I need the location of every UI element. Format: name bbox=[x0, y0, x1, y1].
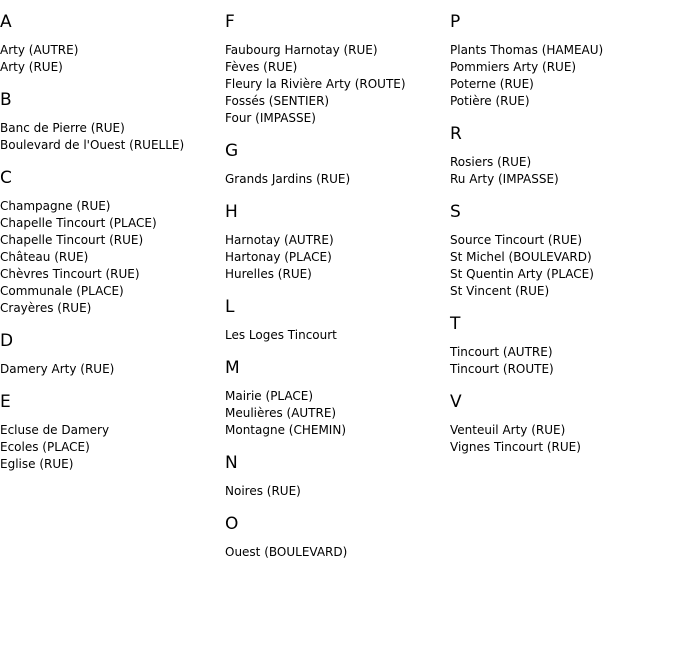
street-item: Venteuil Arty (RUE) bbox=[450, 423, 566, 437]
street-item: Banc de Pierre (RUE) bbox=[0, 121, 125, 135]
street-item: Source Tincourt (RUE) bbox=[450, 233, 582, 247]
letter-heading: L bbox=[225, 297, 235, 317]
street-list bbox=[0, 198, 184, 317]
street-list bbox=[225, 327, 406, 344]
letter-group bbox=[225, 358, 406, 439]
street-item: Potière (RUE) bbox=[450, 94, 530, 108]
street-list bbox=[0, 120, 184, 154]
letter-group bbox=[0, 392, 184, 473]
index-column bbox=[225, 12, 406, 575]
letter-heading: C bbox=[0, 168, 12, 188]
street-list bbox=[225, 544, 406, 561]
street-item: Mairie (PLACE) bbox=[225, 389, 314, 403]
street-list bbox=[0, 42, 184, 76]
street-item: Les Loges Tincourt bbox=[225, 328, 337, 342]
letter-group bbox=[225, 202, 406, 283]
letter-heading: G bbox=[225, 141, 239, 161]
street-item: Poterne (RUE) bbox=[450, 77, 534, 91]
street-list bbox=[225, 171, 406, 188]
letter-group bbox=[450, 124, 603, 188]
street-item: Harnotay (AUTRE) bbox=[225, 233, 334, 247]
street-list bbox=[225, 483, 406, 500]
street-item: Vignes Tincourt (RUE) bbox=[450, 440, 581, 454]
street-item: Chèvres Tincourt (RUE) bbox=[0, 267, 140, 281]
letter-group bbox=[0, 168, 184, 317]
letter-heading: A bbox=[0, 12, 12, 32]
street-item: Crayères (RUE) bbox=[0, 301, 92, 315]
letter-group bbox=[0, 12, 184, 76]
street-item: Noires (RUE) bbox=[225, 484, 301, 498]
street-item: Four (IMPASSE) bbox=[225, 111, 316, 125]
letter-heading: B bbox=[0, 90, 12, 110]
index-column bbox=[450, 12, 603, 470]
street-item: Ecluse de Damery bbox=[0, 423, 110, 437]
letter-group bbox=[225, 12, 406, 127]
street-list bbox=[225, 388, 406, 439]
street-list bbox=[450, 422, 603, 456]
letter-group bbox=[450, 392, 603, 456]
letter-group bbox=[225, 297, 406, 344]
street-item: Communale (PLACE) bbox=[0, 284, 124, 298]
street-list bbox=[225, 42, 406, 127]
street-item: Faubourg Harnotay (RUE) bbox=[225, 43, 378, 57]
street-item: Ecoles (PLACE) bbox=[0, 440, 90, 454]
index-column bbox=[0, 12, 184, 487]
street-list bbox=[450, 344, 603, 378]
street-item: Champagne (RUE) bbox=[0, 199, 111, 213]
letter-group bbox=[450, 202, 603, 300]
street-item: St Vincent (RUE) bbox=[450, 284, 550, 298]
street-item: Boulevard de l'Ouest (RUELLE) bbox=[0, 138, 185, 152]
letter-heading: H bbox=[225, 202, 238, 222]
street-item: Ouest (BOULEVARD) bbox=[225, 545, 348, 559]
street-item: Chapelle Tincourt (PLACE) bbox=[0, 216, 157, 230]
street-item: St Quentin Arty (PLACE) bbox=[450, 267, 594, 281]
street-item: Plants Thomas (HAMEAU) bbox=[450, 43, 604, 57]
street-item: Montagne (CHEMIN) bbox=[225, 423, 346, 437]
street-item: Arty (AUTRE) bbox=[0, 43, 79, 57]
letter-heading: T bbox=[450, 314, 461, 334]
street-item: Pommiers Arty (RUE) bbox=[450, 60, 577, 74]
street-item: Château (RUE) bbox=[0, 250, 89, 264]
street-item: Grands Jardins (RUE) bbox=[225, 172, 351, 186]
letter-group bbox=[0, 331, 184, 378]
street-item: Fèves (RUE) bbox=[225, 60, 298, 74]
street-list bbox=[225, 232, 406, 283]
street-item: Rosiers (RUE) bbox=[450, 155, 532, 169]
street-item: St Michel (BOULEVARD) bbox=[450, 250, 592, 264]
letter-heading: O bbox=[225, 514, 239, 534]
letter-group bbox=[450, 12, 603, 110]
street-item: Fossés (SENTIER) bbox=[225, 94, 330, 108]
street-item: Hurelles (RUE) bbox=[225, 267, 312, 281]
street-item: Arty (RUE) bbox=[0, 60, 63, 74]
street-item: Fleury la Rivière Arty (ROUTE) bbox=[225, 77, 406, 91]
street-item: Meulières (AUTRE) bbox=[225, 406, 337, 420]
street-item: Hartonay (PLACE) bbox=[225, 250, 332, 264]
letter-heading: V bbox=[450, 392, 462, 412]
letter-group bbox=[225, 514, 406, 561]
letter-group bbox=[225, 453, 406, 500]
street-list bbox=[450, 154, 603, 188]
letter-heading: R bbox=[450, 124, 462, 144]
letter-heading: N bbox=[225, 453, 238, 473]
letter-heading: M bbox=[225, 358, 240, 378]
letter-heading: S bbox=[450, 202, 461, 222]
letter-group bbox=[450, 314, 603, 378]
street-item: Tincourt (AUTRE) bbox=[450, 345, 553, 359]
street-item: Eglise (RUE) bbox=[0, 457, 74, 471]
street-item: Ru Arty (IMPASSE) bbox=[450, 172, 559, 186]
street-list bbox=[0, 361, 184, 378]
street-item: Damery Arty (RUE) bbox=[0, 362, 115, 376]
street-item: Tincourt (ROUTE) bbox=[450, 362, 554, 376]
street-list bbox=[450, 232, 603, 300]
letter-heading: P bbox=[450, 12, 461, 32]
letter-heading: E bbox=[0, 392, 11, 412]
street-list bbox=[450, 42, 603, 110]
street-item: Chapelle Tincourt (RUE) bbox=[0, 233, 144, 247]
letter-group bbox=[225, 141, 406, 188]
letter-heading: F bbox=[225, 12, 235, 32]
letter-group bbox=[0, 90, 184, 154]
letter-heading: D bbox=[0, 331, 14, 351]
street-list bbox=[0, 422, 184, 473]
